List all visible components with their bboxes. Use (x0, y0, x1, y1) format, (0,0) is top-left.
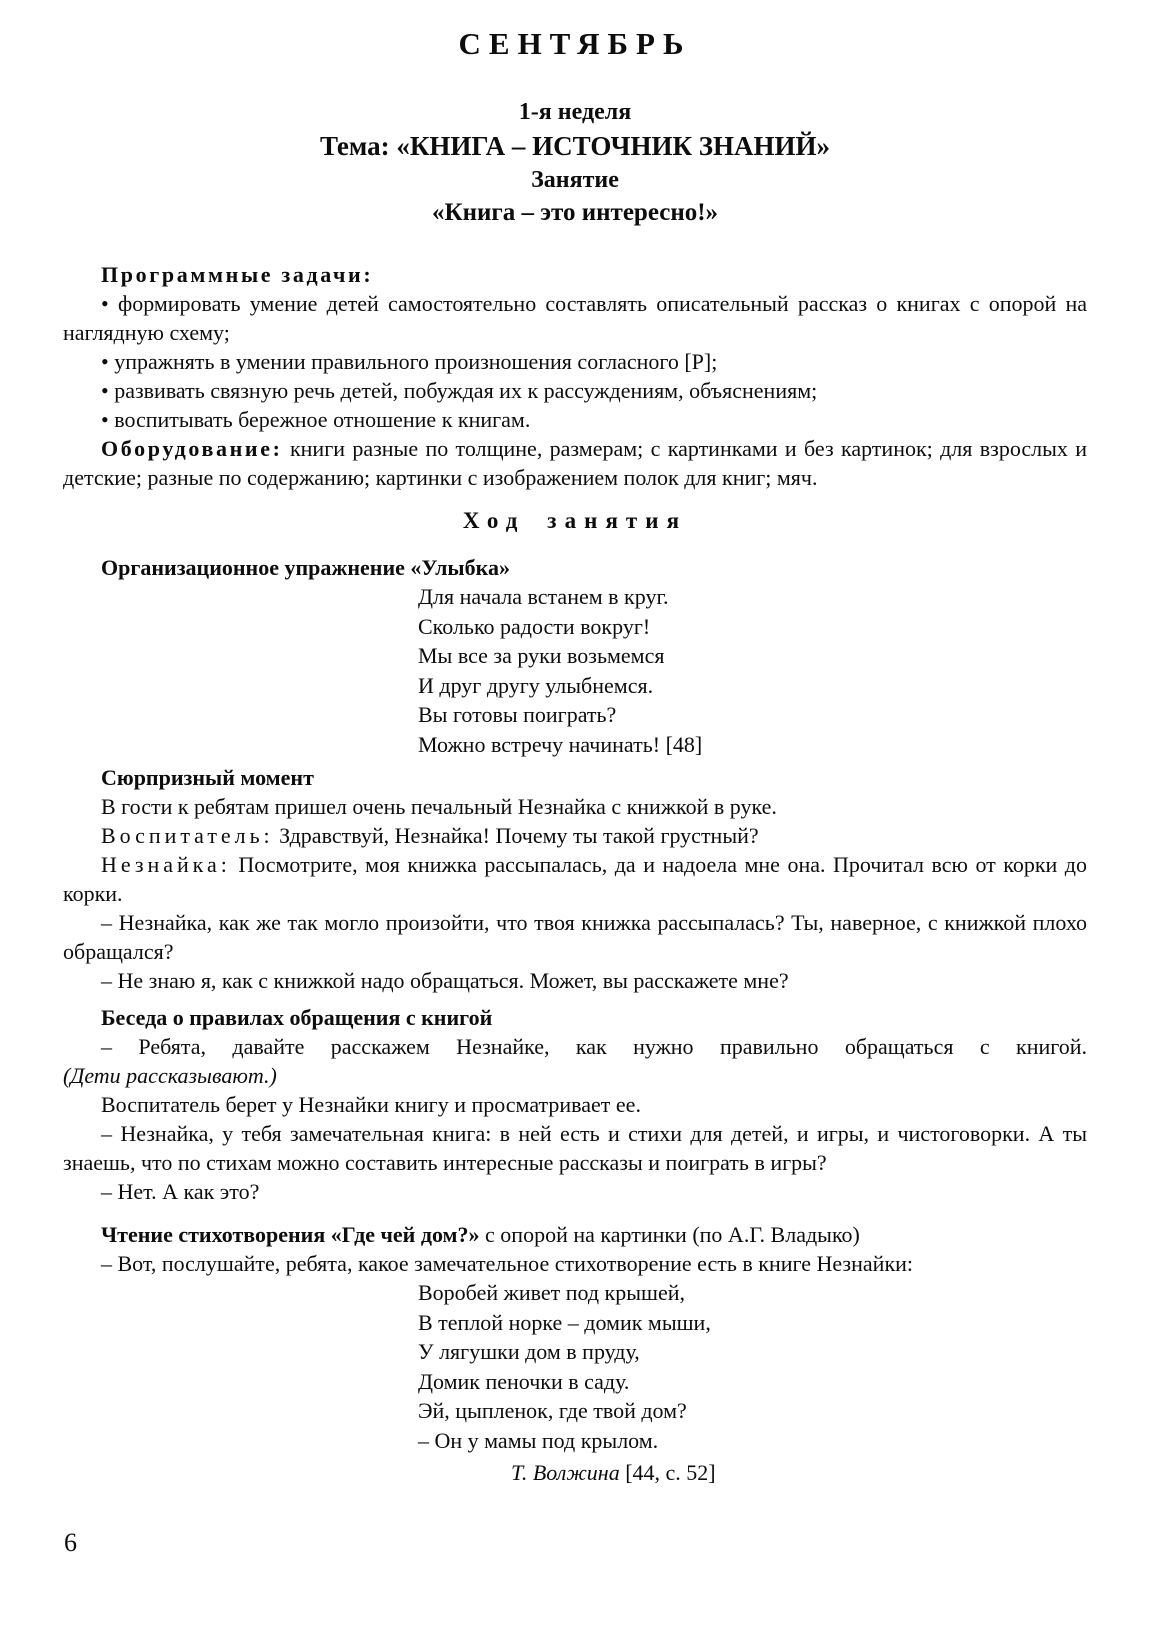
poem-line: У лягушки дом в пруду, (418, 1339, 640, 1364)
theme-title: Тема: «КНИГА – ИСТОЧНИК ЗНАНИЙ» (319, 131, 831, 161)
talk-heading: Беседа о правилах обращения с книгой (101, 1005, 493, 1030)
flow-heading: Ход занятия (462, 508, 688, 533)
equipment-text: книги разные по толщине, размерам; с картинками и без картинок; для взрослых и детские; разные по содержанию; картинки с изображением полок для книг; мяч. (63, 436, 1088, 490)
talk-line: – Нет. А как это? (101, 1179, 260, 1204)
poem-reference: [44, с. 52] (625, 1460, 716, 1485)
talk-aside: (Дети рассказывают.) (63, 1063, 277, 1088)
poem-line: И друг другу улыбнемся. (418, 672, 654, 698)
task-item-text: развивать связную речь детей, побуждая их к рассуждениям, объяснениям; (114, 378, 818, 403)
poem-line: Для начала встанем в круг. (418, 584, 669, 609)
task-item (63, 347, 1087, 376)
reading-heading-bold: Чтение стихотворения «Где чей дом?» (101, 1222, 480, 1247)
equipment-label: Оборудование: (101, 436, 283, 461)
poem-line: Воробей живет под крышей, (418, 1280, 686, 1305)
task-item-text: упражнять в умении правильного произношения согласного [Р]; (114, 349, 718, 374)
title-block (63, 26, 1087, 230)
poem-line: В теплой норке – домик мыши, (418, 1309, 711, 1335)
talk-line: – Ребята, давайте расскажем Незнайке, как нужно правильно обращаться с книгой. (101, 1034, 1087, 1059)
equipment-paragraph (63, 434, 1087, 492)
task-item-text: воспитывать бережное отношение к книгам. (114, 407, 531, 432)
bullet-icon: • (101, 378, 109, 403)
poem-line: Эй, цыпленок, где твой дом? (418, 1398, 687, 1423)
tasks-heading (63, 260, 1087, 289)
poem-line: Можно встречу начинать! [48] (418, 731, 703, 757)
bullet-icon: • (101, 291, 109, 316)
month-title: СЕНТЯБРЬ (458, 26, 692, 61)
poem-attribution (511, 1458, 1087, 1487)
talk-line: Воспитатель берет у Незнайки книгу и просматривает ее. (101, 1092, 641, 1117)
tasks-heading-label: Программные задачи: (101, 262, 374, 287)
poem-line: Вы готовы поиграть? (418, 702, 617, 727)
poem-line: – Он у мамы под крылом. (418, 1427, 659, 1453)
task-item (63, 376, 1087, 405)
teacher-line (63, 821, 1087, 850)
bullet-icon: • (101, 349, 109, 374)
neznaika-text: Посмотрите, моя книжка рассыпалась, да и надоела мне она. Прочитал всю от корки до корки. (63, 852, 1088, 906)
reading-heading-rest: с опорой на картинки (по А.Г. Владыко) (485, 1222, 860, 1247)
surprise-intro: В гости к ребятам пришел очень печальный Незнайка с книжкой в руке. (101, 794, 777, 819)
poem-line: Домик пеночки в саду. (418, 1368, 630, 1394)
neznaika-speaker-label: Незнайка: (101, 852, 231, 877)
dialogue-line: – Незнайка, как же так могло произойти, что твоя книжка рассыпалась? Ты, наверное, с книжкой плохо обращался? (63, 910, 1087, 964)
reading-poem (418, 1278, 1087, 1455)
task-item (63, 289, 1087, 347)
teacher-speaker-label: Воспитатель: (101, 823, 274, 848)
reading-intro: – Вот, послушайте, ребята, какое замечательное стихотворение есть в книге Незнайки: (101, 1251, 914, 1276)
neznaika-line (63, 850, 1087, 908)
poem-author: Т. Волжина (511, 1460, 620, 1485)
page-number: 6 (64, 1528, 77, 1557)
task-item-text: формировать умение детей самостоятельно составлять описательный рассказ о книгах с опорой на наглядную схему; (63, 291, 1088, 345)
lesson-title: «Книга – это интересно!» (431, 199, 719, 226)
poem-line: Мы все за руки возьмемся (418, 643, 665, 668)
teacher-text: Здравствуй, Незнайка! Почему ты такой грустный? (279, 823, 759, 848)
reading-heading (63, 1220, 1087, 1249)
talk-line: – Незнайка, у тебя замечательная книга: в ней есть и стихи для детей, и игры, и чистоговорки. А ты знаешь, что по стихам можно составить интересные рассказы и поиграть в игры? (63, 1121, 1087, 1175)
dialogue-line: – Не знаю я, как с книжкой надо обращаться. Может, вы расскажете мне? (101, 968, 789, 993)
surprise-heading: Сюрпризный момент (101, 765, 314, 790)
bullet-icon: • (101, 407, 109, 432)
lesson-label: Занятие (531, 167, 619, 193)
week-label: 1-я неделя (518, 99, 632, 125)
task-item (63, 405, 1087, 434)
warmup-poem (418, 582, 1087, 759)
poem-line: Сколько радости вокруг! (418, 613, 651, 639)
warmup-heading: Организационное упражнение «Улыбка» (101, 555, 510, 580)
